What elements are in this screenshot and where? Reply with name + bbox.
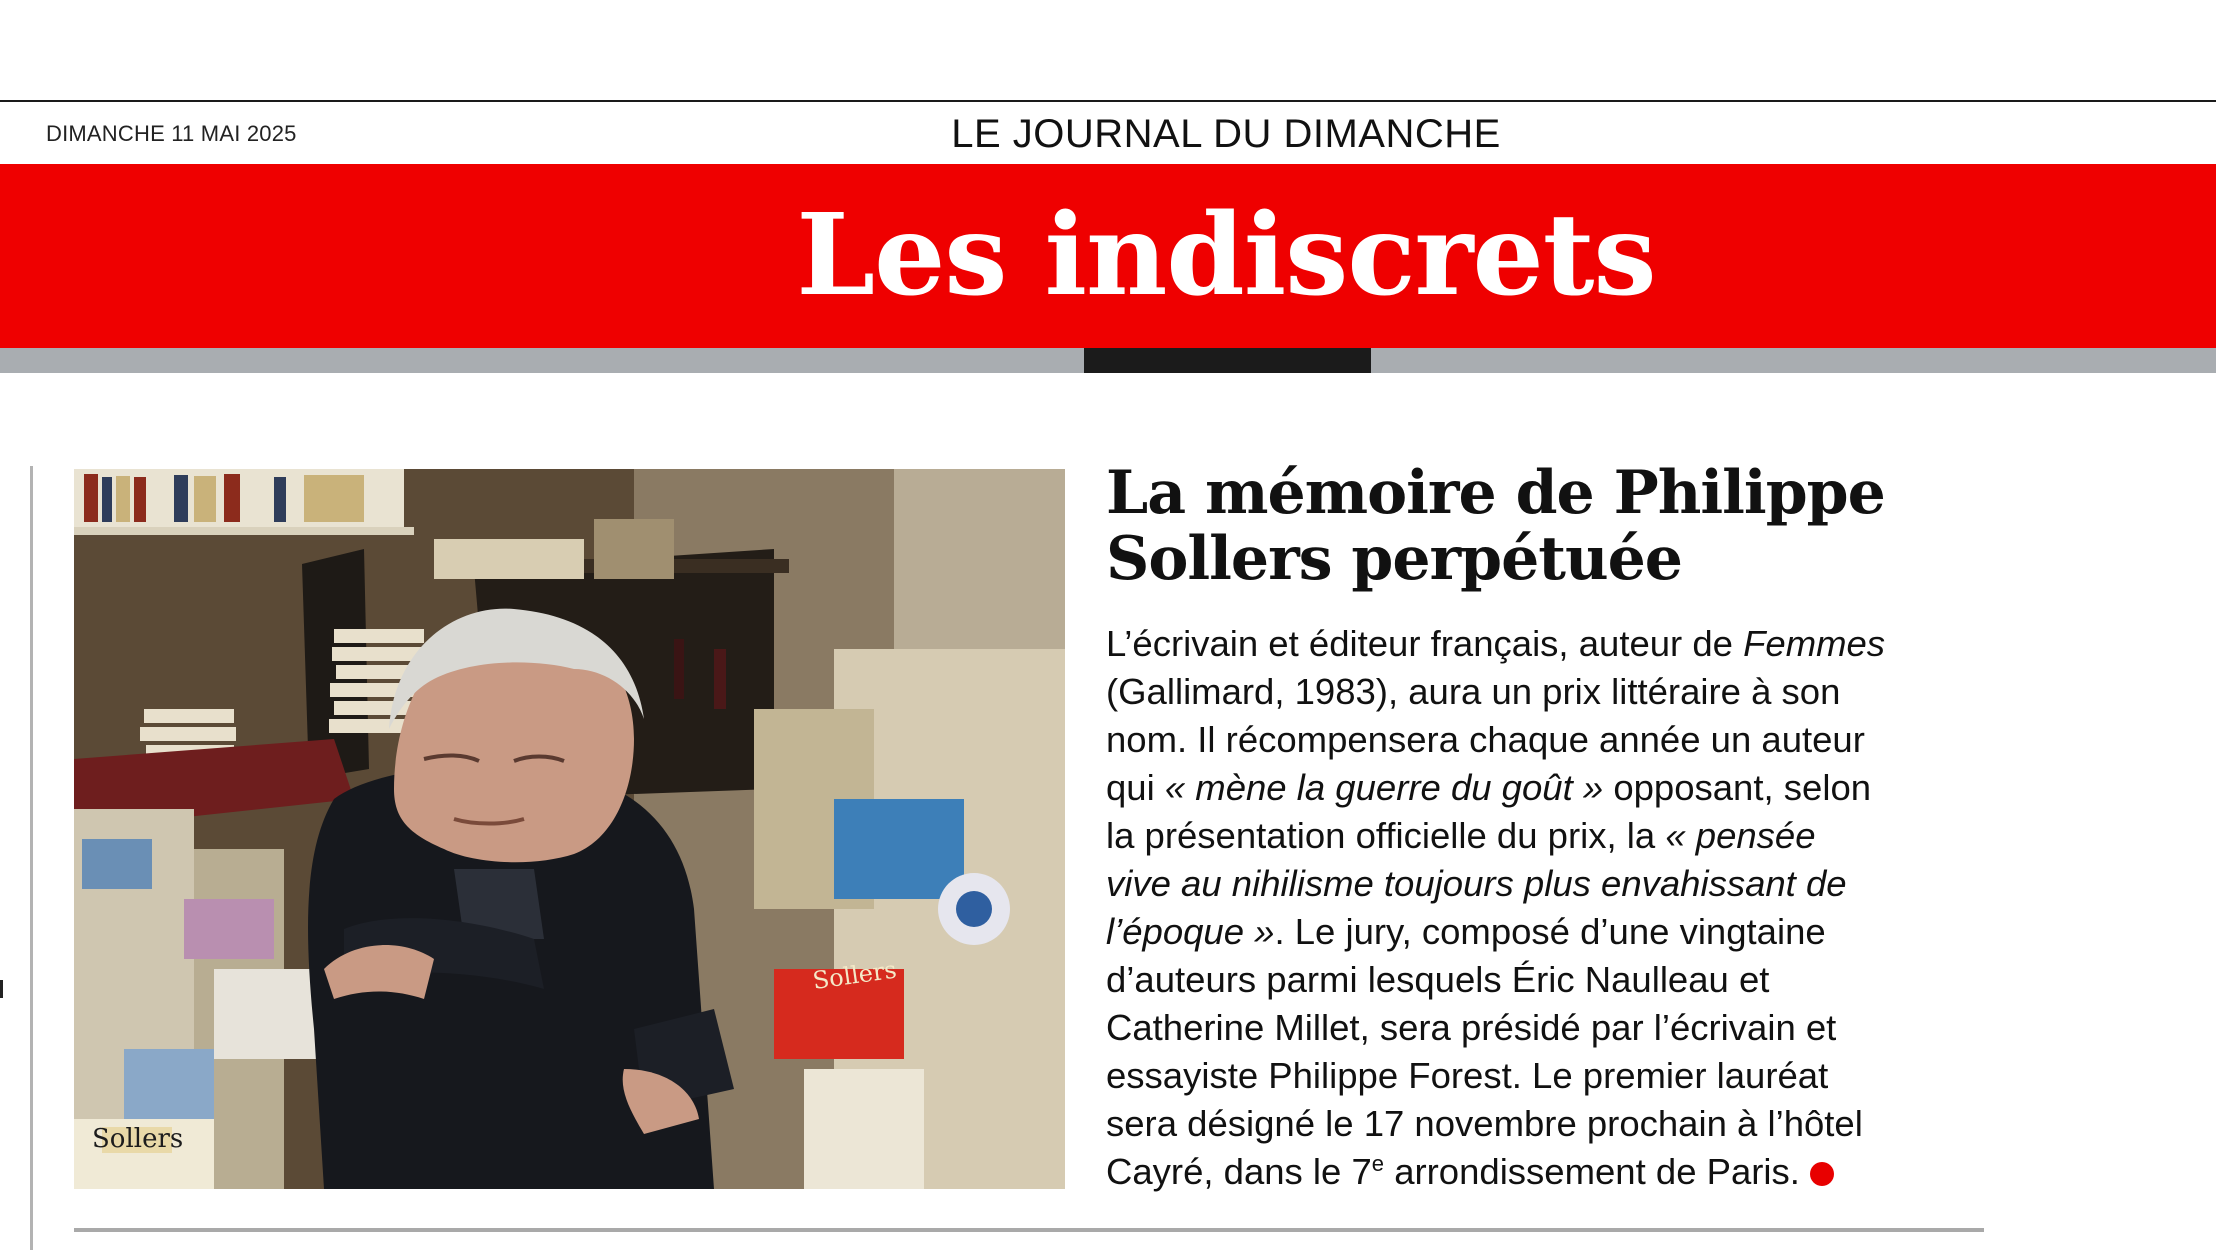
quote: « mène la guerre du goût »: [1164, 767, 1604, 808]
body-line: nom. Il récompensera chaque année un auteur: [1106, 719, 1865, 760]
section-banner: [0, 164, 2216, 348]
body-line: Cayré, dans le 7e arrondissement de Paris.: [1106, 1148, 2016, 1196]
body-line: qui « mène la guerre du goût » opposant, selon: [1106, 767, 1872, 808]
body-line: Catherine Millet, sera présidé par l’écrivain et: [1106, 1007, 1837, 1048]
body-line: L’écrivain et éditeur français, auteur de Femmes: [1106, 623, 1886, 664]
photo-book-label: Sollers: [92, 1124, 184, 1154]
quote: « pensée: [1665, 815, 1816, 856]
portrait-illustration: [74, 469, 1065, 1189]
book-title: Femmes: [1743, 623, 1886, 664]
ordinal-superscript: e: [1371, 1150, 1385, 1176]
body-line: l’époque ». Le jury, composé d’une vingtaine: [1106, 911, 1826, 952]
body-line: sera désigné le 17 novembre prochain à l’hôtel: [1106, 1103, 1863, 1144]
publication-name: LE JOURNAL DU DIMANCHE: [951, 112, 1501, 156]
column-rule: [30, 466, 33, 1250]
quote: vive au nihilisme toujours plus envahissant de: [1106, 863, 1847, 904]
article-photo: [74, 469, 1065, 1189]
photo-book-label-red: Sollers: [810, 955, 899, 995]
banner-tab-marker: [1084, 348, 1371, 373]
body-line: la présentation officielle du prix, la « pensée: [1106, 815, 1816, 856]
article-body: [1106, 620, 2016, 1196]
issue-date: DIMANCHE 11 MAI 2025: [46, 121, 297, 146]
body-line: (Gallimard, 1983), aura un prix littéraire à son: [1106, 671, 1841, 712]
quote: l’époque »: [1106, 911, 1275, 952]
body-line: essayiste Philippe Forest. Le premier lauréat: [1106, 1055, 1829, 1096]
margin-mark: [0, 980, 3, 998]
body-line: [1106, 860, 2016, 908]
headline-line: La mémoire de Philippe: [1106, 458, 1885, 528]
article-headline: [1106, 460, 2006, 592]
end-mark-dot: [1810, 1162, 1834, 1186]
top-rule: [0, 100, 2216, 102]
headline-line: Sollers perpétuée: [1106, 524, 1682, 594]
bottom-rule: [74, 1228, 1984, 1232]
body-line: d’auteurs parmi lesquels Éric Naulleau et: [1106, 959, 1770, 1000]
section-title: Les indiscrets: [796, 190, 1656, 321]
